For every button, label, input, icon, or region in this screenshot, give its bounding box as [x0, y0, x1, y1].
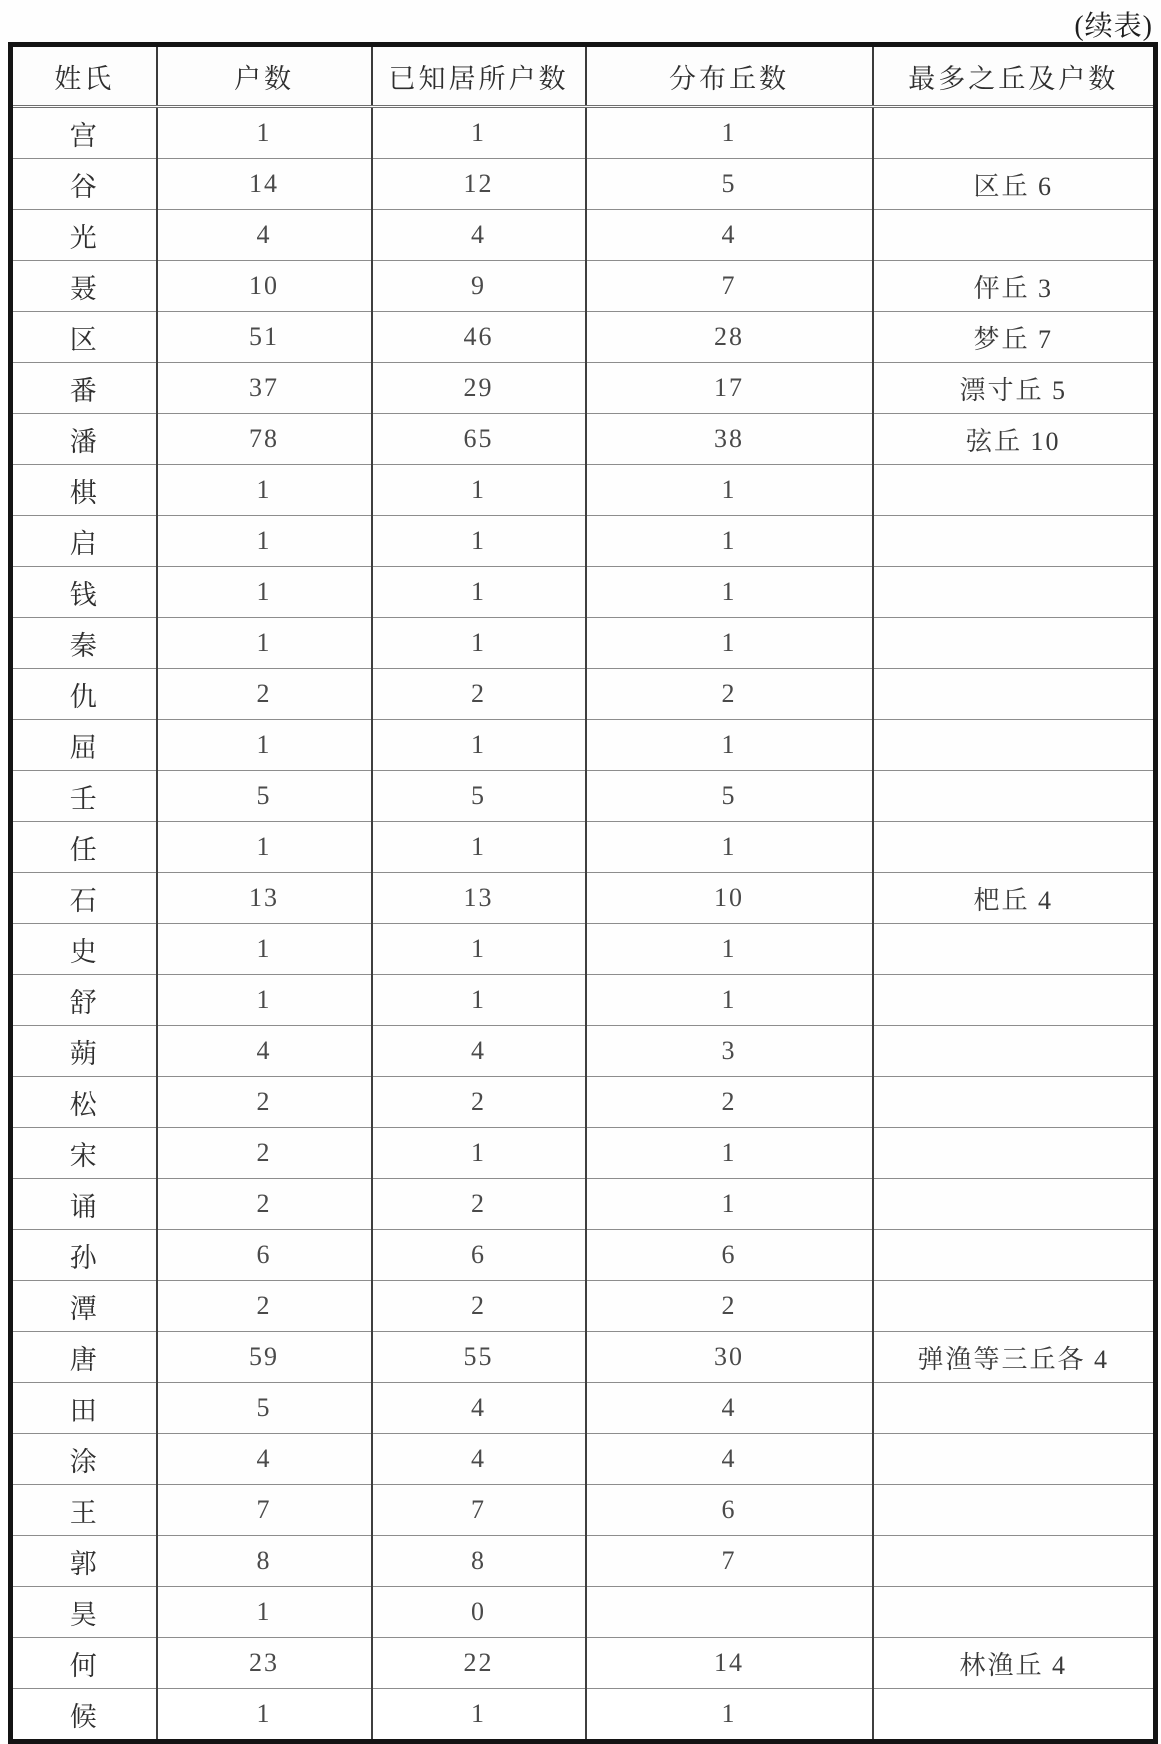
households-cell: 7 [157, 1485, 372, 1536]
table-row [11, 107, 1156, 159]
surname-cell: 蒴 [11, 1026, 157, 1077]
households-cell: 5 [157, 771, 372, 822]
top-hill-cell [873, 1536, 1156, 1587]
surname-cell: 田 [11, 1383, 157, 1434]
households-cell: 4 [157, 210, 372, 261]
table-row [11, 1026, 1156, 1077]
surname-cell: 钱 [11, 567, 157, 618]
top-hill-cell [873, 1128, 1156, 1179]
households-cell: 59 [157, 1332, 372, 1383]
households-cell: 1 [157, 975, 372, 1026]
table-row [11, 1689, 1156, 1742]
known-residence-cell: 4 [372, 1383, 586, 1434]
households-cell: 2 [157, 1179, 372, 1230]
hill-count-cell: 7 [586, 1536, 873, 1587]
known-residence-cell: 2 [372, 669, 586, 720]
hill-count-cell: 28 [586, 312, 873, 363]
surname-cell: 屈 [11, 720, 157, 771]
surname-cell: 舒 [11, 975, 157, 1026]
surname-cell: 壬 [11, 771, 157, 822]
households-cell: 23 [157, 1638, 372, 1689]
hill-count-cell: 38 [586, 414, 873, 465]
table-row [11, 873, 1156, 924]
surname-cell: 何 [11, 1638, 157, 1689]
hill-count-cell: 1 [586, 618, 873, 669]
hill-count-cell: 10 [586, 873, 873, 924]
known-residence-cell: 4 [372, 210, 586, 261]
hill-count-cell: 3 [586, 1026, 873, 1077]
table-row [11, 1638, 1156, 1689]
top-hill-cell [873, 516, 1156, 567]
table-row [11, 1230, 1156, 1281]
hill-count-cell: 30 [586, 1332, 873, 1383]
hill-count-cell: 1 [586, 107, 873, 159]
top-hill-cell: 弹渔等三丘各 4 [873, 1332, 1156, 1383]
households-cell: 6 [157, 1230, 372, 1281]
table-row [11, 1332, 1156, 1383]
hill-count-cell: 4 [586, 210, 873, 261]
hill-count-cell: 5 [586, 159, 873, 210]
header-row [11, 45, 1156, 107]
top-hill-cell [873, 1281, 1156, 1332]
surname-cell: 郭 [11, 1536, 157, 1587]
table-row [11, 1383, 1156, 1434]
known-residence-cell: 2 [372, 1281, 586, 1332]
households-cell: 5 [157, 1383, 372, 1434]
table-row [11, 516, 1156, 567]
top-hill-cell [873, 975, 1156, 1026]
top-hill-cell [873, 720, 1156, 771]
households-cell: 1 [157, 924, 372, 975]
households-cell: 2 [157, 1077, 372, 1128]
known-residence-cell: 2 [372, 1077, 586, 1128]
surname-cell: 宫 [69, 120, 99, 151]
known-residence-cell: 1 [372, 1128, 586, 1179]
hill-count-cell: 1 [586, 975, 873, 1026]
hill-count-cell: 4 [586, 1383, 873, 1434]
top-hill-cell: 梦丘 7 [873, 312, 1156, 363]
hill-count-cell: 1 [586, 720, 873, 771]
known-residence-cell: 4 [372, 1434, 586, 1485]
known-residence-cell: 55 [372, 1332, 586, 1383]
hill-count-cell [586, 1587, 873, 1638]
households-cell: 78 [157, 414, 372, 465]
surname-cell: 聂 [11, 261, 157, 312]
top-hill-cell [873, 1383, 1156, 1434]
table-row [11, 312, 1156, 363]
known-residence-cell: 1 [372, 618, 586, 669]
col-header-known-residence: 已知居所户数 [372, 45, 586, 107]
households-cell: 37 [157, 363, 372, 414]
households-cell: 8 [157, 1536, 372, 1587]
known-residence-cell: 1 [372, 567, 586, 618]
households-cell: 14 [157, 159, 372, 210]
top-hill-cell [873, 210, 1156, 261]
households-cell: 13 [157, 873, 372, 924]
surname-cell: 区 [11, 312, 157, 363]
top-hill-cell: 区丘 6 [873, 159, 1156, 210]
top-hill-cell [873, 1026, 1156, 1077]
hill-count-cell: 1 [586, 1689, 873, 1742]
table-row [11, 1281, 1156, 1332]
households-cell: 10 [157, 261, 372, 312]
table-row [11, 567, 1156, 618]
surname-cell: 棋 [11, 465, 157, 516]
top-hill-cell: 杷丘 4 [873, 873, 1156, 924]
hill-count-cell: 5 [586, 771, 873, 822]
surname-cell: 涂 [11, 1434, 157, 1485]
table-row [11, 1179, 1156, 1230]
surname-cell: 松 [11, 1077, 157, 1128]
table-row [11, 363, 1156, 414]
hill-count-cell: 1 [586, 465, 873, 516]
surname-cell: 谷 [11, 159, 157, 210]
table-row [11, 465, 1156, 516]
top-hill-cell [873, 1077, 1156, 1128]
surname-cell: 宋 [11, 1128, 157, 1179]
surname-cell: 石 [11, 873, 157, 924]
surname-cell: 史 [11, 924, 157, 975]
table-row [11, 720, 1156, 771]
known-residence-cell: 1 [372, 107, 586, 159]
top-hill-cell [873, 1434, 1156, 1485]
top-hill-cell: 林渔丘 4 [873, 1638, 1156, 1689]
hill-count-cell: 6 [586, 1230, 873, 1281]
col-header-hill-count: 分布丘数 [586, 45, 873, 107]
surname-cell: 候 [11, 1689, 157, 1742]
col-header-surname: 姓氏 [11, 45, 157, 107]
known-residence-cell: 5 [372, 771, 586, 822]
table-row [11, 924, 1156, 975]
hill-count-cell: 1 [586, 924, 873, 975]
top-hill-cell [873, 1485, 1156, 1536]
top-hill-cell [873, 924, 1156, 975]
top-hill-cell [873, 1689, 1156, 1742]
hill-count-cell: 17 [586, 363, 873, 414]
table-row [11, 414, 1156, 465]
households-cell: 4 [157, 1026, 372, 1077]
top-hill-cell: 弦丘 10 [873, 414, 1156, 465]
table-row [11, 669, 1156, 720]
table-row [11, 1485, 1156, 1536]
col-header-households: 户数 [157, 45, 372, 107]
hill-count-cell: 1 [586, 1179, 873, 1230]
top-hill-cell [873, 822, 1156, 873]
hill-count-cell: 2 [586, 669, 873, 720]
surname-cell: 仇 [11, 669, 157, 720]
surname-cell: 启 [11, 516, 157, 567]
households-cell: 1 [157, 567, 372, 618]
surname-cell: 诵 [11, 1179, 157, 1230]
top-hill-cell: 伻丘 3 [873, 261, 1156, 312]
table-row [11, 1077, 1156, 1128]
known-residence-cell: 9 [372, 261, 586, 312]
households-cell: 1 [157, 618, 372, 669]
surname-cell: 王 [11, 1485, 157, 1536]
surname-cell: 番 [11, 363, 157, 414]
surname-cell: 光 [11, 210, 157, 261]
table-row [11, 1536, 1156, 1587]
hill-count-cell: 14 [586, 1638, 873, 1689]
table-row [11, 771, 1156, 822]
top-hill-cell [873, 618, 1156, 669]
households-cell: 1 [157, 822, 372, 873]
top-hill-cell [873, 465, 1156, 516]
known-residence-cell: 8 [372, 1536, 586, 1587]
col-header-top-hill: 最多之丘及户数 [873, 45, 1156, 107]
known-residence-cell: 13 [372, 873, 586, 924]
hill-count-cell: 1 [586, 567, 873, 618]
known-residence-cell: 1 [372, 924, 586, 975]
households-cell: 1 [157, 516, 372, 567]
households-cell: 2 [157, 1281, 372, 1332]
table-row [11, 210, 1156, 261]
hill-count-cell: 2 [586, 1077, 873, 1128]
surname-cell: 孙 [11, 1230, 157, 1281]
top-hill-cell: 漂寸丘 5 [873, 363, 1156, 414]
top-hill-cell [873, 771, 1156, 822]
known-residence-cell: 1 [372, 516, 586, 567]
known-residence-cell: 46 [372, 312, 586, 363]
known-residence-cell: 1 [372, 975, 586, 1026]
hill-count-cell: 1 [586, 1128, 873, 1179]
top-hill-cell [873, 1179, 1156, 1230]
table-row [11, 822, 1156, 873]
known-residence-cell: 4 [372, 1026, 586, 1077]
hill-count-cell: 6 [586, 1485, 873, 1536]
surname-cell: 潘 [11, 414, 157, 465]
top-hill-cell [873, 669, 1156, 720]
households-cell: 1 [157, 1689, 372, 1742]
top-hill-cell [873, 107, 1156, 159]
known-residence-cell: 1 [372, 720, 586, 771]
hill-count-cell: 1 [586, 516, 873, 567]
table-row [11, 1128, 1156, 1179]
top-hill-cell [873, 567, 1156, 618]
surname-cell: 潭 [11, 1281, 157, 1332]
known-residence-cell: 29 [372, 363, 586, 414]
table-row [11, 975, 1156, 1026]
households-cell: 51 [157, 312, 372, 363]
hill-count-cell: 2 [586, 1281, 873, 1332]
surname-cell: 昊 [11, 1587, 157, 1638]
table-row [11, 618, 1156, 669]
households-cell: 1 [157, 107, 372, 159]
households-cell: 1 [157, 720, 372, 771]
surname-cell: 秦 [11, 618, 157, 669]
table-row [11, 159, 1156, 210]
continued-table-label: (续表) [1074, 11, 1153, 42]
hill-count-cell: 7 [586, 261, 873, 312]
table-row [11, 1587, 1156, 1638]
known-residence-cell: 22 [372, 1638, 586, 1689]
known-residence-cell: 6 [372, 1230, 586, 1281]
households-cell: 4 [157, 1434, 372, 1485]
table-row [11, 261, 1156, 312]
known-residence-cell: 12 [372, 159, 586, 210]
households-cell: 1 [157, 1587, 372, 1638]
top-hill-cell [873, 1587, 1156, 1638]
hill-count-cell: 4 [586, 1434, 873, 1485]
known-residence-cell: 7 [372, 1485, 586, 1536]
hill-count-cell: 1 [586, 822, 873, 873]
known-residence-cell: 1 [372, 822, 586, 873]
known-residence-cell: 2 [372, 1179, 586, 1230]
households-cell: 1 [157, 465, 372, 516]
surname-cell: 唐 [11, 1332, 157, 1383]
households-cell: 2 [157, 1128, 372, 1179]
top-hill-cell [873, 1230, 1156, 1281]
households-cell: 2 [157, 669, 372, 720]
surname-statistics-table [8, 42, 1158, 1744]
known-residence-cell: 65 [372, 414, 586, 465]
surname-cell: 任 [11, 822, 157, 873]
known-residence-cell: 1 [372, 465, 586, 516]
table-row [11, 1434, 1156, 1485]
known-residence-cell: 1 [372, 1689, 586, 1742]
known-residence-cell: 0 [372, 1587, 586, 1638]
